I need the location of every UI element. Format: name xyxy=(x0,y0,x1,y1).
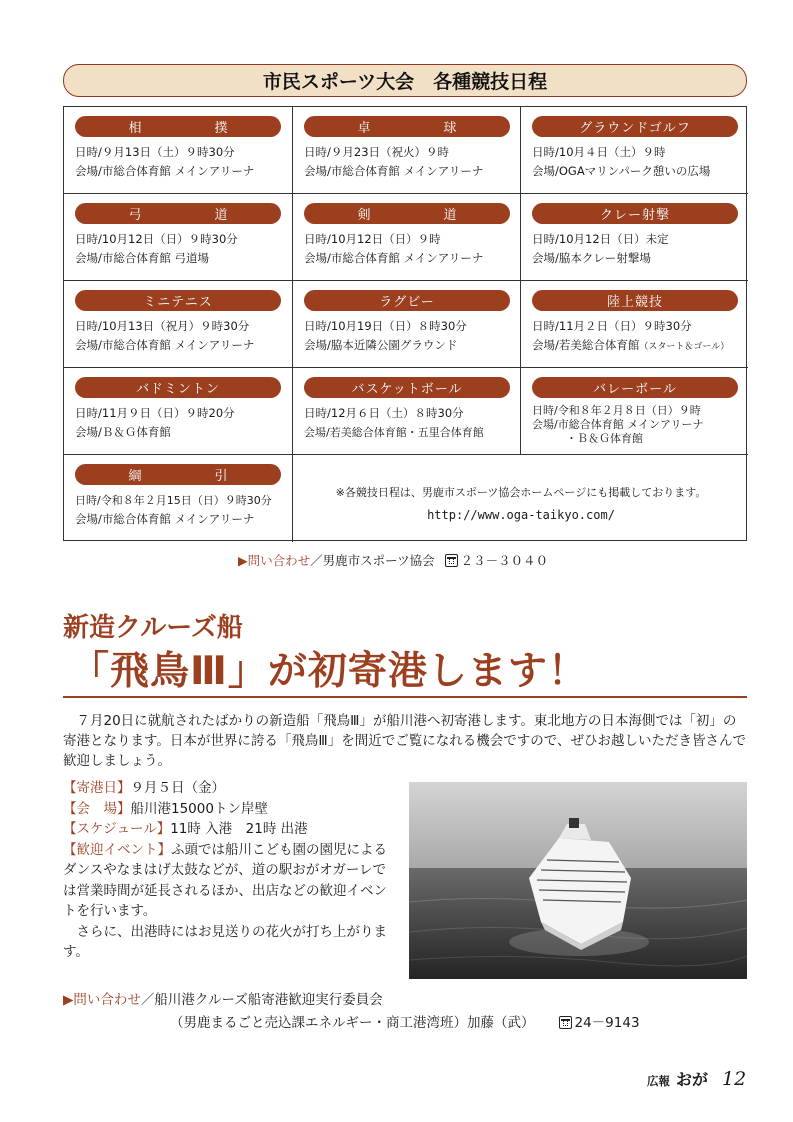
event-name: バレーボール xyxy=(532,377,738,398)
footer-publication: おが xyxy=(676,1070,709,1089)
detail-text: 船川港15000トン岸壁 xyxy=(130,800,268,817)
sports-contact xyxy=(238,551,548,569)
page-number: 12 xyxy=(722,1068,747,1090)
cruise-contact-dept xyxy=(170,1011,640,1031)
event-venue: 会場/若美総合体育館 xyxy=(532,338,640,352)
event-venue-line2: ・Ｂ＆Ｇ体育館 xyxy=(566,432,643,445)
event-cell xyxy=(521,107,748,194)
event-cell xyxy=(521,368,748,455)
event-venue: 会場/OGAマリンパーク憩いの広場 xyxy=(532,164,711,178)
event-name: ラグビー xyxy=(304,290,510,311)
contact-label: ▶問い合わせ xyxy=(63,992,141,1008)
cruise-intro: ７月20日に就航されたばかりの新造船「飛鳥Ⅲ」が船川港へ初寄港します。東北地方の日本海側では「初」の寄港となります。日本が世界に誇る「飛鳥Ⅲ」を間近でご覧になれる機会ですので、ぜひお越しいただき皆さんで歓迎しましょう。 xyxy=(63,713,746,769)
detail-label: 【寄港日】 xyxy=(63,780,131,796)
event-date: 日時/11月２日（日）９時30分 xyxy=(532,319,692,333)
event-cell xyxy=(293,368,521,455)
contact-phone: 24－9143 xyxy=(574,1015,640,1031)
event-name: 陸上競技 xyxy=(532,290,738,311)
event-venue-note: （スタート＆ゴール） xyxy=(639,342,730,352)
event-date: 日時/９月23日（祝火）９時 xyxy=(304,145,450,159)
phone-icon xyxy=(445,554,458,567)
event-date: 日時/10月12日（日）９時30分 xyxy=(75,232,238,246)
event-venue: 会場/Ｂ＆Ｇ体育館 xyxy=(75,425,171,439)
event-venue-line xyxy=(532,336,738,357)
event-venue: 会場/市総合体育館 メインアリーナ xyxy=(532,418,704,431)
contact-org: ／男鹿市スポーツ協会 xyxy=(310,553,435,568)
event-date: 日時/10月４日（土）９時 xyxy=(532,145,666,159)
event-venue: 会場/市総合体育館 メインアリーナ xyxy=(75,512,255,526)
event-venue: 会場/脇本クレー射撃場 xyxy=(532,251,651,265)
event-name: 剣 道 xyxy=(304,203,510,224)
cruise-ship-illustration xyxy=(409,782,747,979)
event-venue: 会場/市総合体育館 メインアリーナ xyxy=(304,164,484,178)
contact-phone: ２３－３０４０ xyxy=(460,553,549,568)
event-name: 綱 引 xyxy=(75,464,281,485)
event-cell xyxy=(521,281,748,368)
footer-label: 広報 xyxy=(647,1074,670,1088)
event-date: 日時/11月９日（日）９時20分 xyxy=(75,406,235,420)
event-name: クレー射撃 xyxy=(532,203,738,224)
event-date: 日時/10月12日（日）９時 xyxy=(304,232,441,246)
sports-schedule-title: 市民スポーツ大会 各種競技日程 xyxy=(63,64,747,97)
event-venue: 会場/脇本近隣公園グラウンド xyxy=(304,338,458,352)
event-cell xyxy=(64,455,293,542)
event-venue: 会場/若美総合体育館・五里合体育館 xyxy=(304,426,484,439)
phone-icon xyxy=(559,1016,572,1029)
event-date: 日時/10月19日（日）８時30分 xyxy=(304,319,467,333)
event-date: 日時/12月６日（土）８時30分 xyxy=(304,406,464,420)
detail-row xyxy=(63,819,388,840)
cruise-ship-photo xyxy=(409,782,747,979)
event-date: 日時/10月12日（日）未定 xyxy=(532,232,669,246)
cruise-subtitle: 新造クルーズ船 xyxy=(63,613,243,643)
event-cell xyxy=(64,281,293,368)
event-venue: 会場/市総合体育館 弓道場 xyxy=(75,251,210,265)
event-cell xyxy=(521,194,748,281)
cruise-details xyxy=(63,778,388,963)
event-venue: 会場/市総合体育館 メインアリーナ xyxy=(75,338,255,352)
detail-label: 【スケジュール】 xyxy=(63,821,171,837)
page-footer xyxy=(647,1067,746,1090)
schedule-note-cell xyxy=(293,455,748,542)
event-date: 日時/令和８年２月15日（日）９時30分 xyxy=(75,494,272,507)
sports-schedule-grid xyxy=(63,106,747,541)
detail-text: ふ頭では船川こども園の園児によるダンスやなまはげ太鼓などが、道の駅おがオガーレでは営業時間が延長されるほか、出店などの歓迎イベントを行います。 xyxy=(63,841,387,919)
cruise-title: 「飛鳥Ⅲ」が初寄港します！ xyxy=(70,649,588,694)
detail-row xyxy=(63,778,388,799)
event-name: ミニテニス xyxy=(75,290,281,311)
schedule-note: ※各競技日程は、男鹿市スポーツ協会ホームページにも掲載しております。 xyxy=(335,486,707,499)
association-url[interactable]: http://www.oga-taikyo.com/ xyxy=(427,508,615,522)
event-cell xyxy=(293,194,521,281)
event-name: バスケットボール xyxy=(304,377,510,398)
cruise-contact xyxy=(63,988,383,1008)
event-date: 日時/９月13日（土）９時30分 xyxy=(75,145,235,159)
event-name: 相 撲 xyxy=(75,116,281,137)
detail-label: 【歓迎イベント】 xyxy=(63,841,171,858)
event-venue: 会場/市総合体育館 メインアリーナ xyxy=(75,164,255,178)
event-cell xyxy=(293,107,521,194)
contact-dept: （男鹿まるごと売込課エネルギー・商工港湾班）加藤（武） xyxy=(170,1015,535,1031)
event-name: グラウンドゴルフ xyxy=(532,116,738,137)
event-date: 日時/令和８年２月８日（日）９時 xyxy=(532,404,701,417)
event-name: 卓 球 xyxy=(304,116,510,137)
event-cell xyxy=(293,281,521,368)
event-venue: 会場/市総合体育館 メインアリーナ xyxy=(304,251,484,265)
title-rule xyxy=(63,696,747,698)
detail-label: 【会 場】 xyxy=(63,800,131,817)
event-name: 弓 道 xyxy=(75,203,281,224)
event-cell xyxy=(64,107,293,194)
event-name: バドミントン xyxy=(75,377,281,398)
contact-org: ／船川港クルーズ船寄港歓迎実行委員会 xyxy=(140,992,383,1008)
event-cell xyxy=(64,194,293,281)
detail-row xyxy=(63,840,388,922)
detail-row xyxy=(63,799,388,820)
event-date: 日時/10月13日（祝月）９時30分 xyxy=(75,319,250,333)
detail-text: ９月５日（金） xyxy=(130,780,225,796)
event-cell xyxy=(64,368,293,455)
contact-label: ▶問い合わせ xyxy=(238,553,311,568)
detail-text: 11時 入港 21時 出港 xyxy=(170,821,308,837)
fireworks-text: さらに、出港時にはお見送りの花火が打ち上がります。 xyxy=(63,923,387,960)
